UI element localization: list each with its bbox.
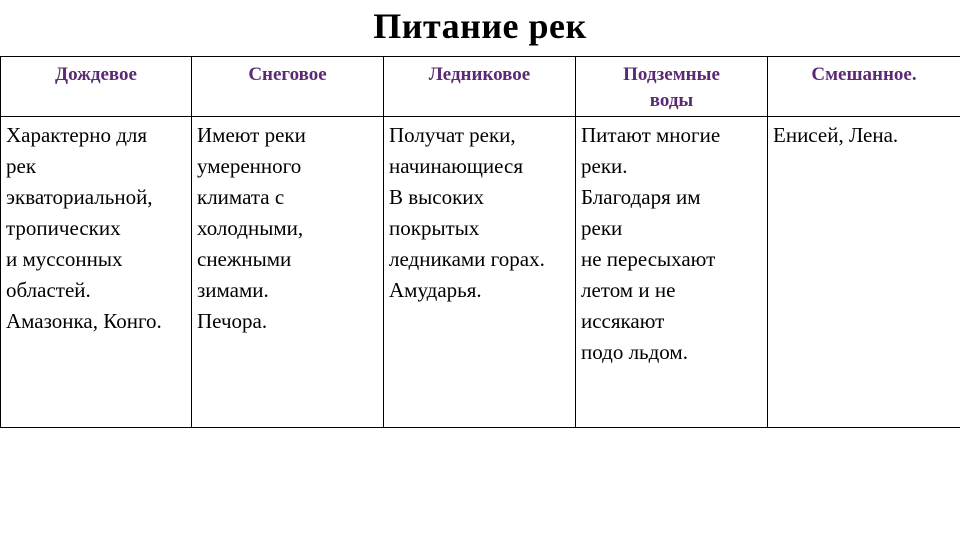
cell-text-line: Енисей, Лена. [773, 123, 899, 147]
cell-text-line: рек [6, 154, 37, 178]
river-feeding-table [0, 56, 960, 428]
cell-text-line: летом и не [581, 278, 676, 302]
cell-text-line: не пересыхают [581, 247, 716, 271]
cell-text-line: экваториальной, [6, 185, 153, 209]
cell-text-line: Амазонка, Конго. [6, 309, 162, 333]
cell-text-line: начинающиеся [389, 154, 523, 178]
cell-text-line: подо льдом. [581, 340, 688, 364]
cell-text-line: холодными, [197, 216, 304, 240]
header-groundwater [576, 57, 768, 117]
cell-text-line: умеренного [197, 154, 302, 178]
cell-text-line: Имеют реки [197, 123, 306, 147]
page-title: Питание рек [373, 6, 587, 46]
header-label: Дождевое [55, 64, 137, 85]
cell-snow [192, 117, 384, 428]
header-label: Подземные воды [623, 64, 720, 111]
header-mixed [768, 57, 960, 117]
cell-text-line: Амударья. [389, 278, 482, 302]
cell-mixed [768, 117, 960, 428]
cell-text-line: Характерно для [6, 123, 148, 147]
cell-text-line: ледниками горах. [389, 247, 545, 271]
cell-text-line: и муссонных [6, 247, 123, 271]
cell-glacier [384, 117, 576, 428]
cell-text-line: иссякают [581, 309, 665, 333]
cell-text-line: В высоких [389, 185, 485, 209]
cell-text-line: Питают многие [581, 123, 721, 147]
cell-text-line: зимами. [197, 278, 269, 302]
cell-text-line: Печора. [197, 309, 268, 333]
cell-groundwater [576, 117, 768, 428]
header-label: Ледниковое [428, 64, 531, 85]
cell-text-line: реки. [581, 154, 628, 178]
cell-text-line: покрытых [389, 216, 480, 240]
header-label: Смешанное. [811, 64, 917, 85]
cell-text-line: областей. [6, 278, 91, 302]
cell-text-line: Получат реки, [389, 123, 516, 147]
cell-text-line: тропических [6, 216, 121, 240]
cell-text-line: климата с [197, 185, 285, 209]
cell-text-line: снежными [197, 247, 292, 271]
table-header-row [1, 57, 960, 117]
header-glacier [384, 57, 576, 117]
cell-rain [1, 117, 192, 428]
cell-text-line: реки [581, 216, 623, 240]
header-label: Снеговое [248, 64, 327, 85]
header-snow [192, 57, 384, 117]
cell-text-line: Благодаря им [581, 185, 701, 209]
table-row [1, 117, 960, 428]
header-rain [1, 57, 192, 117]
